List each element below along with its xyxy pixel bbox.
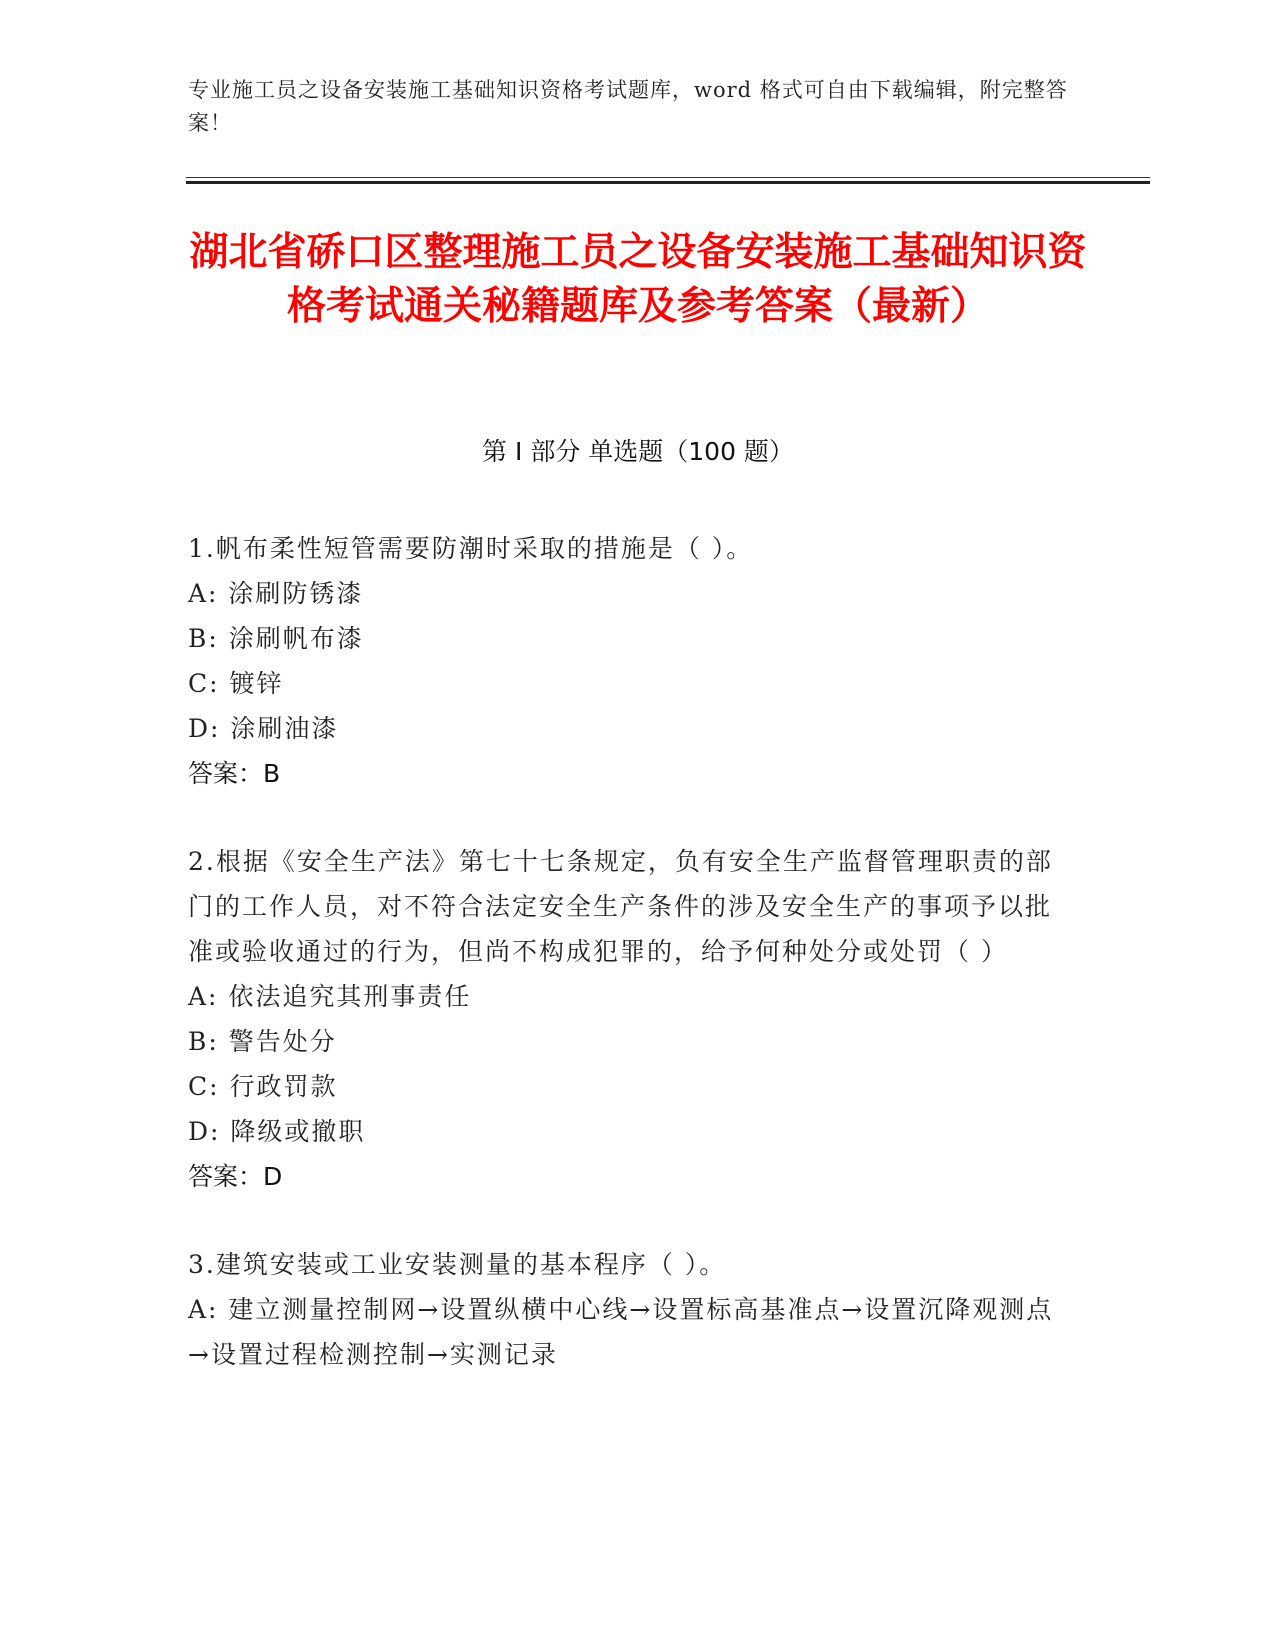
question-list: [188, 526, 1068, 1420]
option-d: D: 降级或撤职: [188, 1117, 366, 1146]
question-stem: 2.根据《安全生产法》第七十七条规定，负有安全生产监督管理职责的部门的工作人员，对不符合法定安全生产条件的涉及安全生产的事项予以批准或验收通过的行为，但尚不构成犯罪的，给予何种处分或处罚（ ）: [188, 847, 1053, 966]
answer: 答案：B: [188, 759, 281, 788]
document-title: 湖北省硚口区整理施工员之设备安装施工基础知识资格考试通关秘籍题库及参考答案（最新）: [189, 230, 1087, 329]
option-a: A: 涂刷防锈漆: [188, 579, 364, 608]
question-stem: 3.建筑安装或工业安装测量的基本程序（ ）。: [188, 1250, 727, 1279]
question-1: [188, 526, 1068, 796]
option-c: C: 镀锌: [188, 669, 284, 698]
option-c: C: 行政罚款: [188, 1072, 338, 1101]
section-heading: 第 I 部分 单选题（100 题）: [482, 437, 794, 466]
header-divider-thick: [186, 181, 1150, 184]
question-2: [188, 839, 1068, 1199]
option-b: B: 涂刷帆布漆: [188, 624, 364, 653]
option-a: A: 依法追究其刑事责任: [188, 982, 472, 1011]
answer: 答案：D: [188, 1162, 283, 1191]
question-stem: 1.帆布柔性短管需要防潮时采取的措施是（ ）。: [188, 534, 754, 563]
option-a: A: 建立测量控制网→设置纵横中心线→设置标高基准点→设置沉降观测点→设置过程检测控制→实测记录: [188, 1295, 1054, 1369]
option-b: B: 警告处分: [188, 1027, 337, 1056]
header-divider-thin: [186, 177, 1150, 178]
option-d: D: 涂刷油漆: [188, 714, 339, 743]
header-note: 专业施工员之设备安装施工基础知识资格考试题库，word 格式可自由下载编辑，附完整答案！: [188, 78, 1068, 135]
question-3: [188, 1242, 1068, 1377]
